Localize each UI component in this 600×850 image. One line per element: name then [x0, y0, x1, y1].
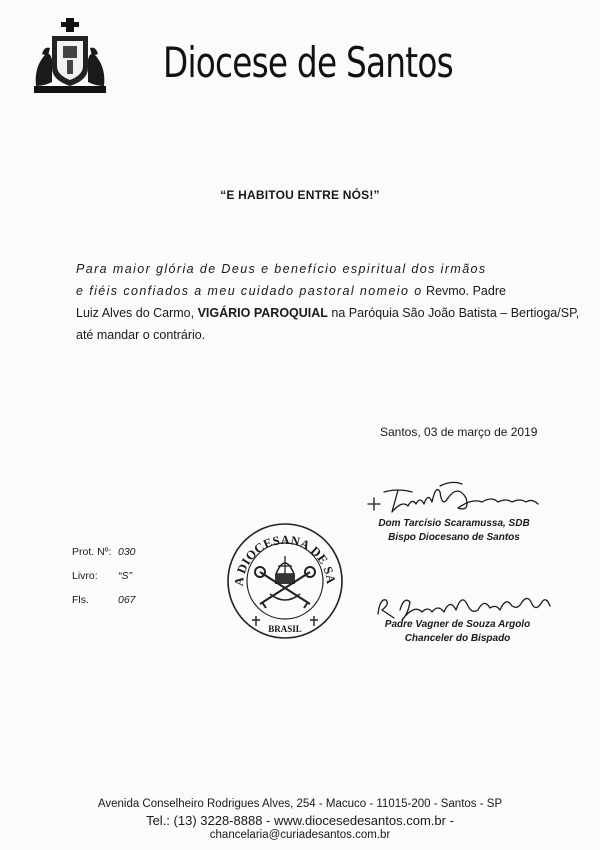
page-label: Fls. [72, 594, 89, 606]
appointment-title: VIGÁRIO PAROQUIAL [197, 306, 328, 320]
protocol-value: 030 [118, 546, 136, 558]
seal-text: A DIOCESANA DE SA [231, 532, 339, 587]
chancellor-name: Padre Vagner de Souza Argolo [384, 619, 531, 630]
protocol-number-row [72, 546, 136, 558]
body-line-4: até mandar o contrário. [76, 328, 206, 342]
curia-seal-icon [226, 522, 344, 640]
parish-text: na Paróquia São João Batista – Bertioga/SP, [327, 306, 580, 320]
document-date: Santos, 03 de março de 2019 [380, 425, 538, 439]
footer-email: chancelaria@curiadesantos.com.br [209, 829, 391, 841]
body-line-2-italic: e fiéis confiados a meu cuidado pastoral nomeio o [76, 284, 423, 298]
bishop-role: Bispo Diocesano de Santos [388, 532, 520, 543]
bishop-name: Dom Tarcísio Scaramussa, SDB [378, 518, 530, 529]
body-line-3 [76, 302, 580, 324]
priest-name: Luiz Alves do Carmo, [76, 306, 198, 320]
bishop-signature-block [374, 517, 534, 545]
book-value: “S” [118, 570, 132, 582]
footer-contact: Tel.: (13) 3228-8888 - www.diocesedesantos.com.br - [146, 813, 454, 828]
chancellor-role: Chanceler do Bispado [404, 633, 511, 644]
page-value: 067 [118, 594, 136, 606]
page-row [72, 594, 136, 606]
protocol-label: Prot. Nº: [72, 546, 112, 558]
book-row [72, 570, 132, 582]
diocesan-crest-icon [30, 16, 110, 96]
seal-bottom-text: BRASIL [268, 624, 302, 634]
body-line-2-plain: Revmo. Padre [422, 284, 506, 298]
page-title: Diocese de Santos [163, 38, 453, 87]
chancellor-signature-block [370, 618, 545, 646]
motto-heading: “E HABITOU ENTRE NÓS!” [220, 188, 380, 202]
appointment-text [76, 258, 580, 346]
bishop-signature [362, 478, 542, 518]
body-line-2 [76, 280, 536, 302]
body-line-1: Para maior glória de Deus e benefício espiritual dos irmãos [76, 262, 487, 276]
book-label: Livro: [72, 570, 98, 582]
footer-address: Avenida Conselheiro Rodrigues Alves, 254 - Macuco - 11015-200 - Santos - SP [97, 798, 503, 810]
